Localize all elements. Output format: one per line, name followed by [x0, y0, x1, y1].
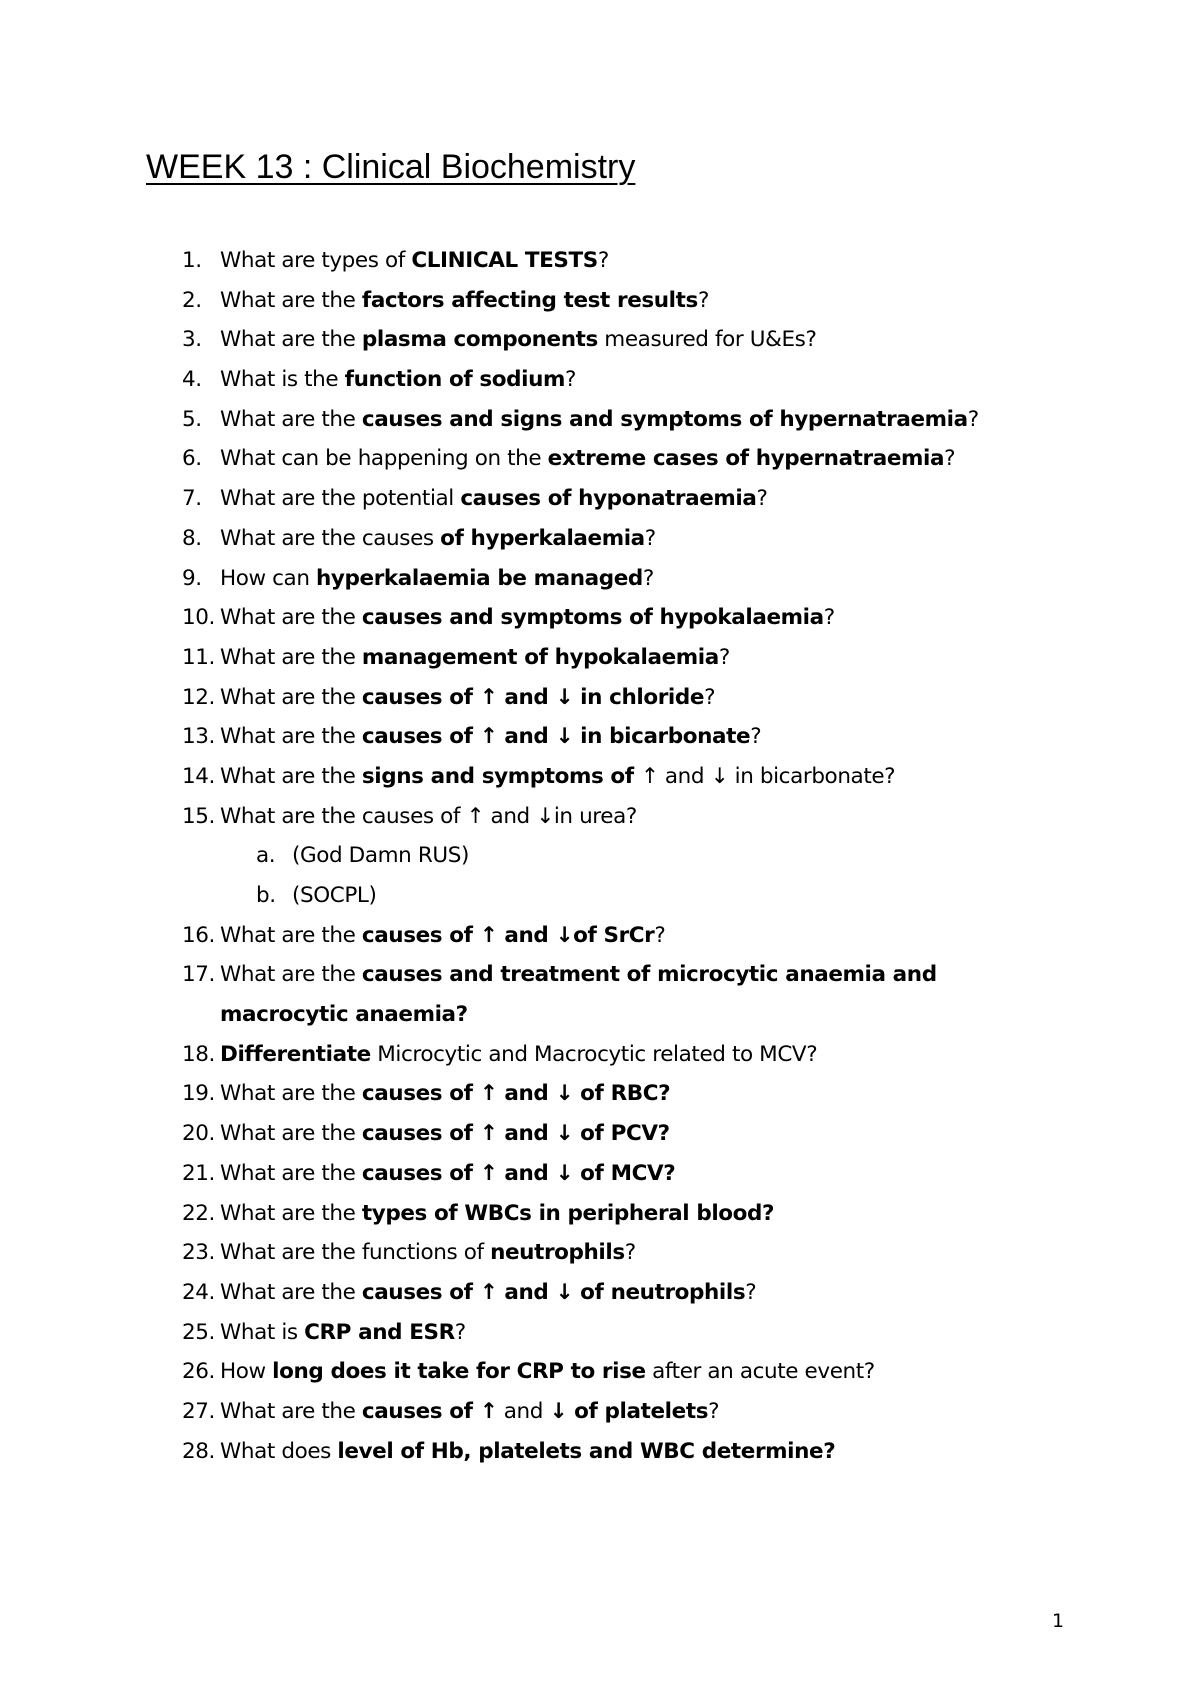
question-item	[0, 1438, 1200, 1478]
plain-text: ?	[642, 565, 654, 591]
question-number: 9.	[182, 565, 202, 591]
emphasis-text: long does it take for CRP to rise	[272, 1359, 646, 1385]
plain-text: What are the	[220, 1121, 362, 1147]
question-number: 25.	[182, 1319, 215, 1345]
plain-text: and	[497, 1398, 550, 1424]
question-number: 23.	[182, 1240, 215, 1266]
emphasis-text: macrocytic anaemia?	[220, 1002, 468, 1028]
question-number: 7.	[182, 486, 202, 512]
question-number: 28.	[182, 1438, 215, 1464]
question-number: 26.	[182, 1359, 215, 1385]
plain-text: What are the	[220, 922, 362, 948]
question-text	[220, 916, 665, 956]
question-number: 22.	[182, 1200, 215, 1226]
emphasis-text: causes and symptoms of hypokalaemia	[361, 605, 824, 631]
plain-text: ?	[454, 1319, 466, 1345]
plain-text: What are the causes of ↑ and ↓in urea?	[220, 803, 637, 829]
emphasis-text: Differentiate	[220, 1041, 371, 1067]
question-number: 10.	[182, 605, 215, 631]
question-text	[220, 1313, 466, 1353]
question-number: 14.	[182, 763, 215, 789]
plain-text: ?	[944, 446, 956, 472]
plain-text: ?	[708, 1398, 720, 1424]
emphasis-text: causes of ↑ and ↓ in bicarbonate	[361, 724, 751, 750]
plain-text: ?	[704, 684, 716, 710]
emphasis-text: causes of hyponatraemia	[460, 486, 757, 512]
plain-text: What are the	[220, 605, 362, 631]
question-text	[220, 281, 709, 321]
question-number: 16.	[182, 922, 215, 948]
question-text	[220, 678, 715, 718]
plain-text: What are the potential	[220, 486, 461, 512]
question-text	[220, 717, 761, 757]
emphasis-text: CRP and ESR	[304, 1319, 455, 1345]
plain-text: What are the functions of	[220, 1240, 491, 1266]
plain-text: What are the	[220, 1279, 362, 1305]
plain-text: ?	[644, 525, 656, 551]
plain-text: ?	[756, 486, 768, 512]
plain-text: What are the	[220, 406, 362, 432]
emphasis-text: function of sodium	[344, 367, 566, 393]
plain-text: ?	[745, 1279, 757, 1305]
sub-question-item	[0, 842, 1200, 882]
emphasis-text: extreme cases of hypernatraemia	[547, 446, 945, 472]
question-text	[292, 876, 377, 916]
question-text	[220, 320, 816, 360]
plain-text: What are the	[220, 962, 362, 988]
plain-text: What are the	[220, 1398, 362, 1424]
question-number: 27.	[182, 1398, 215, 1424]
emphasis-text: hyperkalaemia be managed	[316, 565, 643, 591]
emphasis-text: causes of ↑	[361, 1398, 498, 1424]
question-number: 12.	[182, 684, 215, 710]
emphasis-text: plasma components	[361, 327, 598, 353]
plain-text: (God Damn RUS)	[292, 843, 469, 869]
question-text	[220, 1035, 817, 1075]
question-text	[220, 638, 730, 678]
page-number: 1	[1052, 1610, 1065, 1632]
emphasis-text: management of hypokalaemia	[361, 644, 719, 670]
question-number: 11.	[182, 644, 215, 670]
question-number: b.	[256, 883, 276, 908]
question-list	[0, 247, 1200, 1477]
plain-text: ?	[654, 922, 666, 948]
plain-text: What are the	[220, 287, 362, 313]
emphasis-text: causes of ↑ and ↓ in chloride	[361, 684, 705, 710]
question-text	[220, 1233, 636, 1273]
plain-text: ?	[750, 724, 762, 750]
plain-text: What are the	[220, 327, 362, 353]
question-item	[0, 326, 1200, 366]
question-text	[220, 519, 656, 559]
question-number: 1.	[182, 248, 202, 273]
question-number: 20.	[182, 1121, 215, 1147]
emphasis-text: causes of ↑ and ↓ of neutrophils	[361, 1279, 746, 1305]
question-text	[220, 797, 637, 837]
plain-text: What are the	[220, 644, 362, 670]
emphasis-text: causes and treatment of microcytic anaemia and	[361, 962, 937, 988]
plain-text: ↑ and ↓ in bicarbonate?	[640, 763, 896, 789]
plain-text: measured for U&Es?	[597, 327, 817, 353]
plain-text: What is the	[220, 367, 345, 393]
plain-text: What are the causes	[220, 525, 441, 551]
question-item	[0, 961, 1200, 1040]
question-text	[292, 836, 469, 876]
plain-text: What are types of	[220, 248, 412, 273]
question-number: 13.	[182, 724, 215, 750]
plain-text: ?	[565, 367, 577, 393]
question-number: 15.	[182, 803, 215, 829]
plain-text: What are the	[220, 763, 362, 789]
question-text	[220, 1432, 835, 1472]
plain-text: ?	[718, 644, 730, 670]
question-number: 8.	[182, 525, 202, 551]
question-text	[220, 1194, 774, 1234]
plain-text: Microcytic and Macrocytic related to MCV?	[370, 1041, 818, 1067]
emphasis-text: signs and symptoms of	[361, 763, 641, 789]
question-text	[220, 241, 609, 281]
question-number: 17.	[182, 962, 215, 988]
question-item	[0, 1279, 1200, 1319]
question-text	[220, 1074, 670, 1114]
emphasis-text: of hyperkalaemia	[440, 525, 645, 551]
plain-text: What can be happening on the	[220, 446, 548, 472]
question-number: 24.	[182, 1279, 215, 1305]
plain-text: after an acute event?	[645, 1359, 875, 1385]
emphasis-text: level of Hb, platelets and WBC determine?	[337, 1438, 836, 1464]
plain-text: What is	[220, 1319, 305, 1345]
question-number: 3.	[182, 327, 202, 353]
emphasis-text: causes of ↑ and ↓ of PCV?	[361, 1121, 670, 1147]
emphasis-text: neutrophils	[490, 1240, 625, 1266]
emphasis-text: causes of ↑ and ↓ of MCV?	[361, 1160, 676, 1186]
question-number: 19.	[182, 1081, 215, 1107]
question-text	[220, 757, 895, 797]
emphasis-text: CLINICAL TESTS	[411, 248, 598, 273]
question-number: a.	[256, 843, 276, 869]
question-text	[220, 400, 979, 440]
question-text	[220, 1154, 675, 1194]
question-number: 6.	[182, 446, 202, 472]
question-number: 4.	[182, 367, 202, 393]
question-number: 5.	[182, 406, 202, 432]
plain-text: What are the	[220, 724, 362, 750]
question-text	[220, 360, 576, 400]
question-text	[220, 479, 768, 519]
question-text	[220, 1352, 875, 1392]
plain-text: ?	[597, 248, 609, 273]
question-text	[220, 598, 835, 638]
question-text	[220, 1114, 670, 1154]
question-number: 18.	[182, 1041, 215, 1067]
page-title: WEEK 13 : Clinical Biochemistry	[146, 148, 636, 186]
plain-text: What are the	[220, 1200, 362, 1226]
emphasis-text: ↓ of platelets	[549, 1398, 709, 1424]
plain-text: ?	[823, 605, 835, 631]
plain-text: What are the	[220, 1160, 362, 1186]
emphasis-text: causes of ↑ and ↓of SrCr	[361, 922, 655, 948]
plain-text: What are the	[220, 684, 362, 710]
question-text	[220, 559, 654, 599]
plain-text: How	[220, 1359, 273, 1385]
emphasis-text: types of WBCs in peripheral blood?	[361, 1200, 775, 1226]
question-number: 21.	[182, 1160, 215, 1186]
plain-text: ?	[624, 1240, 636, 1266]
emphasis-text: causes of ↑ and ↓ of RBC?	[361, 1081, 671, 1107]
plain-text: What does	[220, 1438, 338, 1464]
question-text	[220, 955, 937, 1034]
emphasis-text: causes and signs and symptoms of hypernatraemia	[361, 406, 968, 432]
emphasis-text: factors affecting test results	[361, 287, 698, 313]
question-text	[220, 439, 955, 479]
plain-text: ?	[967, 406, 979, 432]
plain-text: How can	[220, 565, 316, 591]
plain-text: (SOCPL)	[292, 883, 377, 908]
question-item	[0, 803, 1200, 843]
question-text	[220, 1273, 756, 1313]
plain-text: ?	[697, 287, 709, 313]
plain-text: What are the	[220, 1081, 362, 1107]
question-text	[220, 1392, 719, 1432]
question-number: 2.	[182, 287, 202, 313]
